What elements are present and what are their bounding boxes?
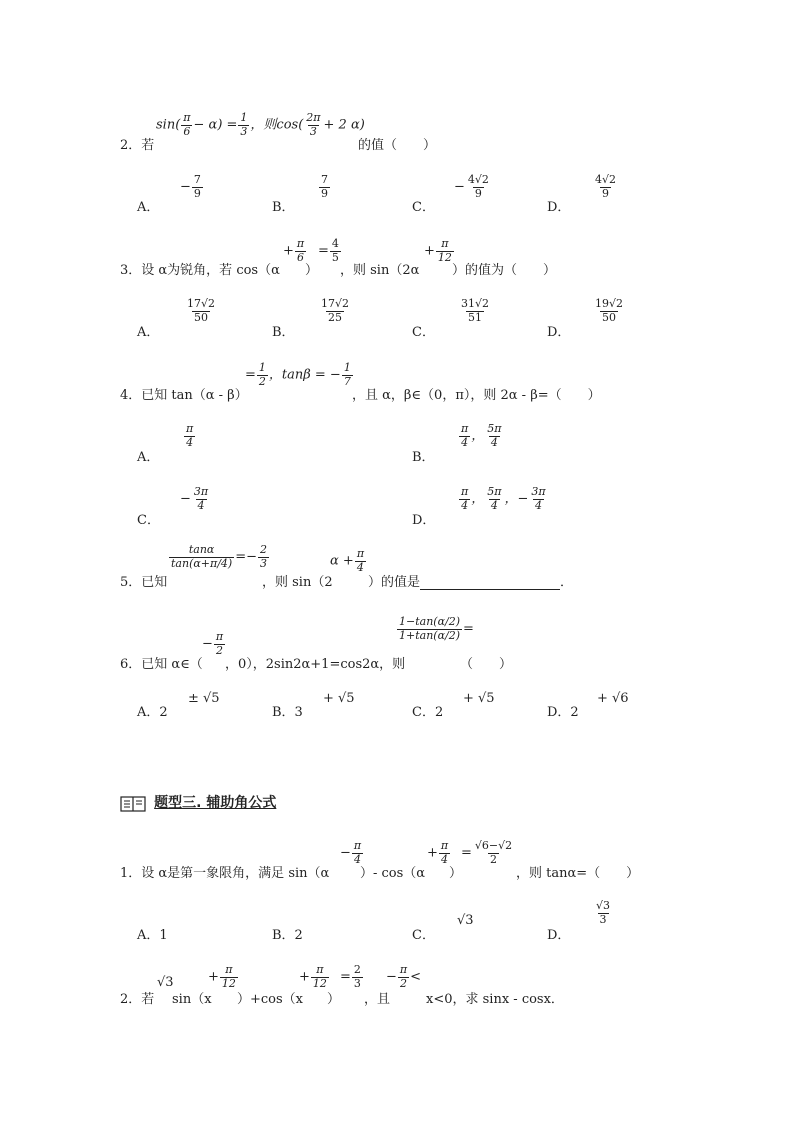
q2-option-b-label: B．	[272, 200, 295, 215]
q2-option-a-value: − $\frac{7}{9}$	[180, 173, 201, 200]
s1-text-c: ）	[449, 866, 463, 881]
q6-option-b-label: B．3	[272, 705, 303, 720]
q2-condition: sin( $\frac{\pi}{6}$ − α) = $\frac{1}{3}$ ，则cos( $\frac{2\pi}{3}$ + 2 α)	[156, 111, 365, 138]
s2-text-f: x<0，求 sinx - cosx．	[426, 992, 564, 1007]
s1-option-d-value: $\frac{√3}{3}$	[596, 899, 611, 926]
q6-option-a-value: ± √5	[188, 691, 220, 706]
q3-option-b-value: $\frac{17√2}{25}$	[321, 297, 350, 324]
s2-bound: − $\frac{\pi}{2}$ <	[386, 963, 422, 990]
s1-option-c-label: C．	[412, 928, 435, 943]
q5-sin-arg: α + $\frac{\pi}{4}$	[330, 547, 365, 574]
s2-value: = $\frac{2}{3}$	[340, 963, 361, 990]
q4-option-d-label: D．	[412, 513, 436, 528]
q3-option-b-label: B．	[272, 325, 295, 340]
q6-option-c-value: + √5	[463, 691, 495, 706]
s1-cos-arg: + $\frac{\pi}{4}$	[427, 839, 449, 866]
q4-option-b-label: B．	[412, 450, 435, 465]
s2-text-c: ）+cos（x	[237, 992, 304, 1007]
q3-option-d-label: D．	[547, 325, 571, 340]
q4-text-a: 4．已知 tan（α - β）	[120, 388, 248, 403]
q4-condition: = $\frac{1}{2}$ ，tanβ = − $\frac{1}{7}$	[245, 361, 351, 388]
q3-option-d-value: $\frac{19√2}{50}$	[595, 297, 624, 324]
s1-sin-arg: − $\frac{\pi}{4}$	[340, 839, 362, 866]
q6-option-d-label: D．2	[547, 705, 579, 720]
q2-option-b-value: $\frac{7}{9}$	[321, 173, 328, 200]
q3-option-c-value: $\frac{31√2}{51}$	[461, 297, 490, 324]
q2-ask: 的值（ ）	[358, 138, 437, 153]
s1-text-b: ）- cos（α	[360, 866, 426, 881]
q5-text-b: ，则 sin（2	[262, 575, 333, 590]
q2-option-c-value: − $\frac{4√2}{9}$	[454, 173, 489, 200]
q3-option-a-label: A．	[137, 325, 160, 340]
s1-option-d-label: D．	[547, 928, 571, 943]
s2-arg2: + $\frac{\pi}{12}$	[299, 963, 327, 990]
q6-paren: （ ）	[460, 657, 513, 672]
s2-text-b: sin（x	[172, 992, 212, 1007]
q5-answer-blank[interactable]	[420, 577, 560, 590]
q6-option-a-label: A．2	[137, 705, 168, 720]
q6-option-b-value: + √5	[323, 691, 355, 706]
q6-option-d-value: + √6	[597, 691, 629, 706]
q4-option-a-value: $\frac{\pi}{4}$	[186, 422, 194, 449]
q6-interval-left: − $\frac{\pi}{2}$	[202, 630, 224, 657]
q3-text-b: ，则 sin（2α	[340, 263, 420, 278]
s2-text-e: ，且	[364, 992, 391, 1007]
s2-arg1: + $\frac{\pi}{12}$	[208, 963, 236, 990]
s2-sqrt3: √3	[157, 975, 174, 990]
q4-option-c-label: C．	[137, 513, 160, 528]
s1-value: = $\frac{√6-√2}{2}$	[461, 839, 513, 866]
q2-number: 2．若	[120, 138, 155, 153]
q3-option-c-label: C．	[412, 325, 435, 340]
q2-option-d-value: $\frac{4√2}{9}$	[595, 173, 617, 200]
q4-option-b-value: $\frac{\pi}{4}$ ， $\frac{5\pi}{4}$	[461, 422, 502, 449]
q3-sin-arg: + $\frac{\pi}{12}$	[424, 237, 452, 264]
s2-text-a: 2．若	[120, 992, 155, 1007]
q4-option-d-value: $\frac{\pi}{4}$ ， $\frac{5\pi}{4}$ ，− $\frac{3\pi}{4}$	[461, 485, 546, 512]
q3-text-c: ）的值为（ ）	[452, 263, 557, 278]
q3-close: ）	[305, 263, 319, 278]
q3-option-a-value: $\frac{17√2}{50}$	[187, 297, 216, 324]
q3-text-a: 3．设 α为锐角，若 cos（α	[120, 263, 280, 278]
q3-value: = $\frac{4}{5}$	[318, 237, 339, 264]
q2-option-a-label: A．	[137, 200, 160, 215]
section-header	[120, 792, 276, 813]
q6-text-a: 6．已知 α∈（	[120, 657, 203, 672]
s2-text-d: ）	[327, 992, 341, 1007]
q6-option-c-label: C．2	[412, 705, 444, 720]
q5-text-c: ）的值是 ．	[368, 575, 574, 590]
q4-text-b: ，且 α，β∈（0，π），则 2α - β=（ ）	[352, 388, 601, 403]
q5-fraction: $\frac{\tan\alpha}{\tan(\alpha+\pi/4)}$ =− $\frac{2}{3}$	[171, 543, 268, 570]
section-title: 题型三. 辅助角公式	[154, 795, 277, 811]
q4-option-a-label: A．	[137, 450, 160, 465]
s1-option-a: A．1	[137, 928, 168, 943]
q4-option-c-value: − $\frac{3\pi}{4}$	[180, 485, 209, 512]
s1-option-b: B．2	[272, 928, 303, 943]
s1-option-c-value: √3	[457, 913, 474, 928]
q6-fraction: $\frac{1-\tan(\alpha/2)}{1+\tan(\alpha/2)}$ =	[399, 615, 474, 642]
q2-option-d-label: D．	[547, 200, 571, 215]
q2-option-c-label: C．	[412, 200, 435, 215]
q3-cos-arg: + $\frac{\pi}{6}$	[283, 237, 305, 264]
q5-text-a: 5．已知	[120, 575, 168, 590]
s1-text-a: 1．设 α是第一象限角，满足 sin（α	[120, 866, 330, 881]
book-icon	[120, 795, 146, 813]
q6-text-b: ，0），2sin2α+1=cos2α，则	[225, 657, 406, 672]
s1-text-d: ，则 tanα=（ ）	[516, 866, 640, 881]
